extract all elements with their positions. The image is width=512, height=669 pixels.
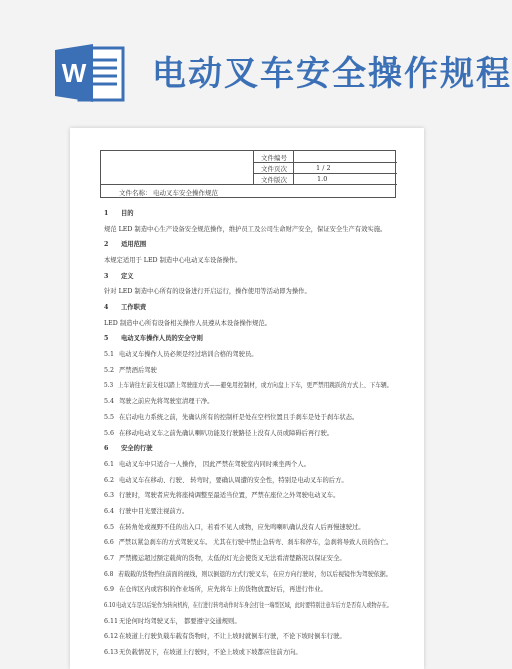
page-label: 文件页次 (261, 165, 287, 173)
line-text: 在坡道上行驶负载车载有货物时，不让上坡时就倒车行驶，不论下坡时倒车行驶。 (119, 633, 346, 641)
word-logo-letter: W (61, 58, 87, 88)
line-text: 目的 (121, 210, 134, 217)
line-number: 6.11 (104, 617, 119, 625)
body-line (104, 475, 348, 484)
section-heading (104, 302, 146, 311)
body-line (104, 584, 327, 593)
banner-title: 电动叉车安全操作规程 (152, 54, 512, 94)
line-number: 6.13 (104, 649, 119, 657)
body-line (104, 365, 157, 374)
page-value: 1 / 2 (316, 164, 331, 172)
doc-name-label: 文件名称： (119, 189, 152, 197)
line-number: 6.2 (104, 476, 115, 484)
line-text: 电动叉车是以后轮作为转向机构，在行进行转弯动作时车身会打往一端型区域，此时要特别注意车后方是否有人或物存在。 (116, 602, 392, 609)
body-line (104, 318, 271, 327)
line-text: 电动叉车操作人员的安全守则 (121, 335, 203, 343)
body-line (104, 506, 188, 515)
line-number: 5.1 (104, 351, 115, 359)
body-line (104, 631, 346, 640)
body-line (104, 286, 311, 295)
section-heading (104, 271, 134, 280)
line-text: 在转角处或视野不佳的出入口，若看不见人或物，应先鸣喇叭确认没有人后再慢速驶过。 (119, 523, 365, 531)
line-text: LED 制造中心所有设备相关操作人员遵从本设备操作规范。 (104, 319, 271, 327)
line-number: 6.9 (104, 586, 115, 594)
body-line (104, 616, 241, 625)
line-text: 严禁以紧急刹车的方式驾驶叉车。 尤其在行驶中禁止急转弯、刹车和停车，急刹将导致人员的伤亡。 (118, 539, 393, 547)
line-text: 电动叉车中只适合一人操作， 因此严禁在驾驶室内同时乘坐两个人。 (119, 460, 310, 468)
line-number: 5.3 (104, 382, 114, 390)
body-line (104, 255, 241, 264)
line-text: 严禁酒后驾驶 (119, 366, 157, 374)
document-page (70, 128, 424, 669)
body-line (104, 349, 258, 358)
line-text: 在仓库区内或容积的作业场所，应先将车上的货物放置好后，再进行作业。 (119, 586, 327, 594)
line-number: 5.5 (104, 413, 115, 421)
line-number: 5.2 (104, 366, 115, 374)
section-heading (104, 208, 134, 217)
line-number: 6.4 (104, 507, 115, 515)
section-heading (104, 239, 146, 248)
line-number: 6.10 (104, 602, 116, 609)
line-text: 行驶中目光要注视前方。 (119, 507, 189, 515)
section-heading (104, 443, 152, 452)
line-text: 若载载的货物挡住前面的视线，则以倒退的方式行驶叉车，在应方向行驶时，勿以后视镜作为驾驶依据。 (118, 570, 392, 578)
line-text: 上车请往左前支柱以踏上驾驶座方式——避免用控制材，或方向盘上下车，更严禁用跳跃的方式上、下车辆。 (117, 382, 393, 390)
banner (0, 0, 512, 130)
header-table (100, 150, 396, 198)
line-text: 无负载情况下，在坡道上行驶时，不论上坡或下坡都应往前方向。 (119, 649, 302, 657)
line-text: 工作职责 (121, 304, 147, 312)
line-number: 6 (104, 445, 109, 453)
line-number: 3 (104, 272, 109, 280)
body-line (104, 490, 339, 499)
section-heading (104, 333, 203, 342)
line-text: 安全的行驶 (121, 445, 153, 453)
line-text: 本规定适用于 LED 制造中心电动叉车设备操作。 (104, 257, 242, 265)
doc-no-label: 文件编号 (261, 154, 287, 162)
doc-name-value: 电动叉车安全操作规范 (153, 189, 218, 197)
line-text: 行驶时，驾驶者应先将座椅调整至最适当位置，严禁在座位之外驾驶电动叉车。 (119, 492, 340, 500)
body-line (104, 537, 392, 546)
body-line (104, 522, 365, 531)
line-text: 驾驶之前应先将驾驶室清理干净。 (119, 398, 214, 406)
line-number: 6.8 (104, 570, 114, 578)
body-line (104, 412, 358, 421)
word-icon (55, 42, 125, 104)
body-line (104, 600, 392, 609)
line-text: 适用范围 (121, 241, 147, 249)
line-number: 1 (104, 210, 109, 217)
line-number: 5.4 (104, 398, 115, 406)
line-text: 电动叉车在移动、行驶、 转弯时，要确认周遭的安全性，特别是电动叉车的后方。 (119, 476, 348, 484)
line-text: 严禁搬运超过额定载荷的货物，太低的灯光会使货叉无法看清楚路况以保证安全。 (119, 554, 346, 562)
line-number: 6.5 (104, 523, 115, 531)
body-line (104, 553, 346, 562)
line-text: 针对 LED 制造中心所有的设备进行开启运行，操作使用等活动即为操作。 (104, 288, 311, 296)
body-line (104, 396, 213, 405)
line-text: 定义 (121, 272, 134, 280)
line-number: 6.3 (104, 492, 115, 500)
line-number: 2 (104, 241, 109, 249)
body-line (104, 428, 333, 437)
line-number: 5.6 (104, 429, 115, 437)
line-number: 4 (104, 304, 109, 312)
line-number: 6.1 (104, 460, 115, 468)
line-text: 无论何时均驾驶叉车， 都要遵守交通规则。 (119, 617, 241, 625)
line-number: 6.7 (104, 554, 115, 562)
line-number: 6.12 (104, 633, 119, 641)
line-text: 电动叉车操作人员必须是经过培训合格的驾驶员。 (119, 351, 258, 359)
line-text: 规范 LED 制造中心生产设备安全规范操作，维护员工及公司生命财产安全，保证安全生产有效实施。 (104, 225, 387, 233)
line-text: 在启动电力系统之前，先确认所有的控制杆是处在空档位置且手刹车是处于刹车状态。 (119, 413, 359, 421)
version-label: 文件版次 (261, 176, 287, 184)
line-number: 5 (104, 335, 109, 343)
version-value: 1.0 (317, 175, 328, 183)
line-text: 在移动电动叉车之前先确认喇叭功能及行驶路径上没有人员或障碍后再行驶。 (119, 429, 334, 437)
body-line (104, 380, 392, 389)
line-number: 6.6 (104, 539, 114, 547)
body-line (104, 224, 386, 233)
body-line (104, 569, 392, 578)
body-line (104, 459, 310, 468)
body-line (104, 647, 302, 656)
